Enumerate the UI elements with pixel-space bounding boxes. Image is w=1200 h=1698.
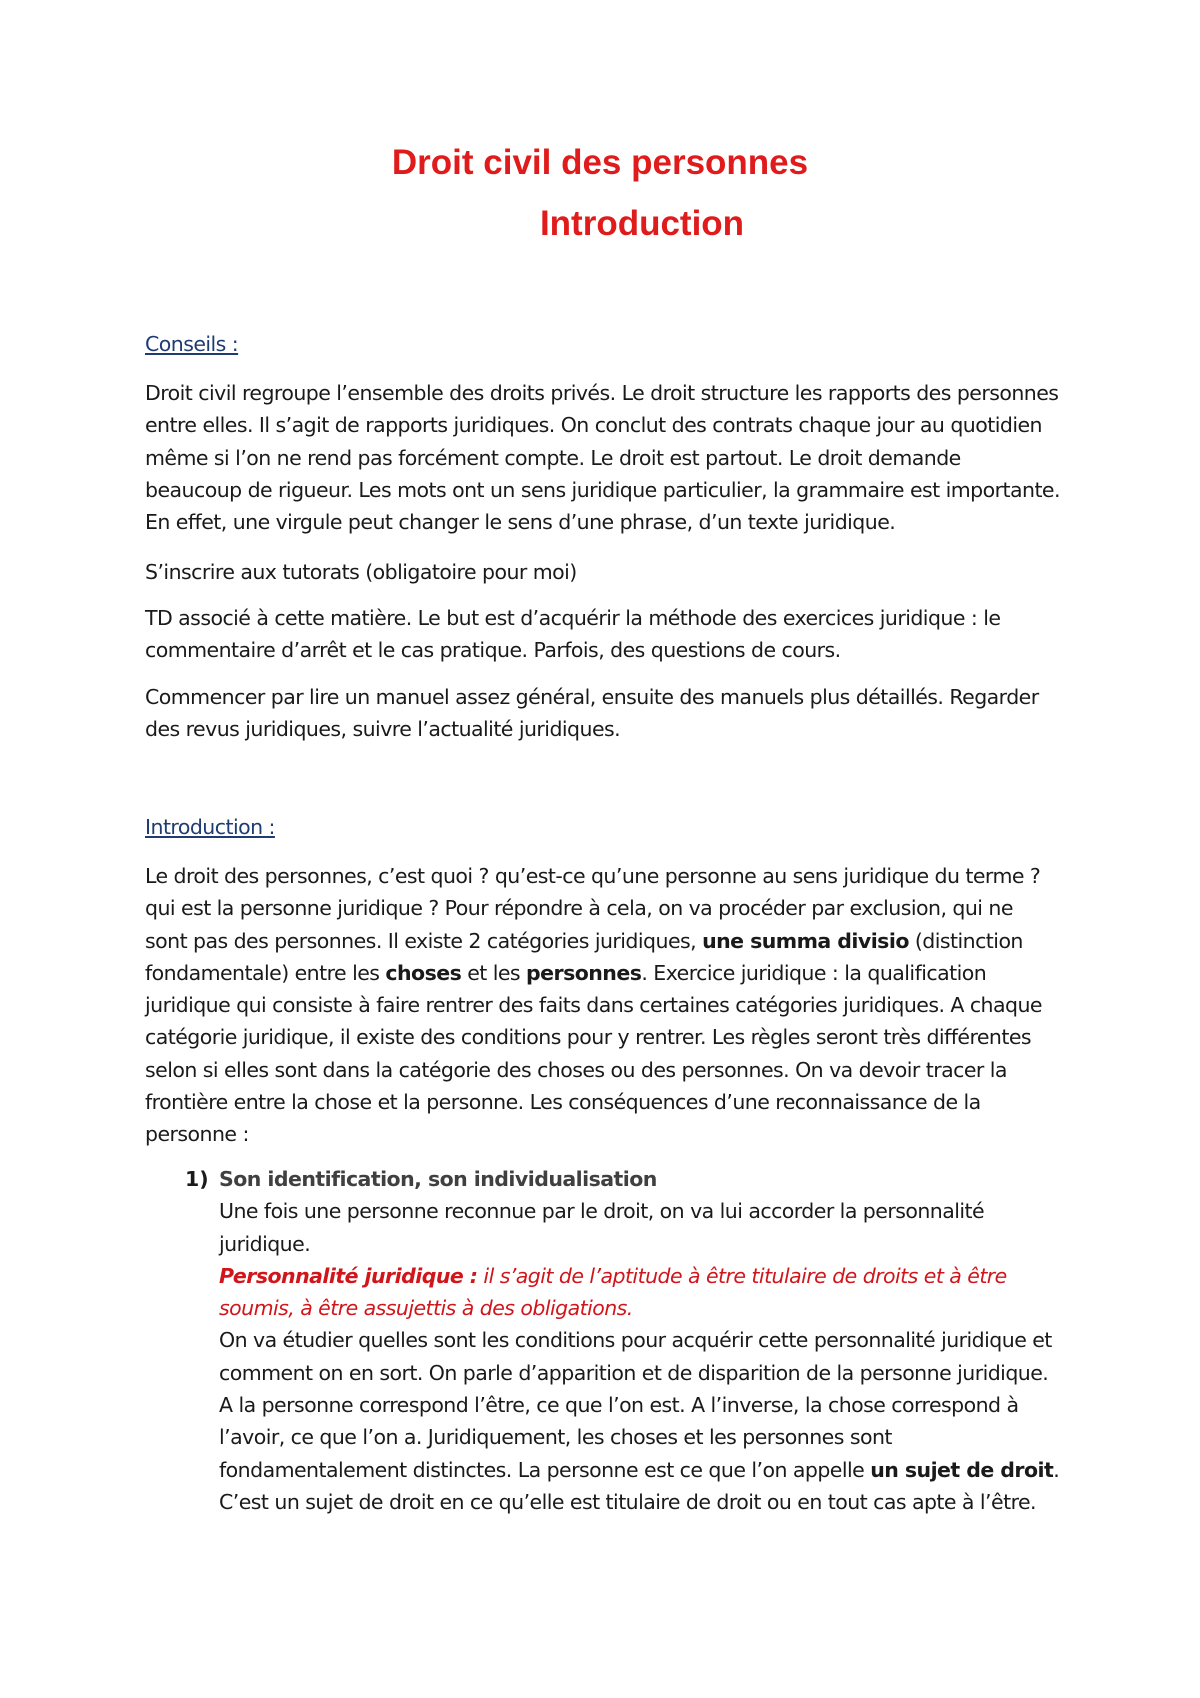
- paragraph: [145, 860, 1060, 1151]
- section-heading-introduction: Introduction :: [145, 815, 275, 839]
- definition: [219, 1260, 1069, 1325]
- document-title: Droit civil des personnes: [391, 143, 809, 182]
- definition-term: Personnalité juridique :: [219, 1263, 478, 1288]
- definition-text: il s’agit de l’aptitude à être titulaire de droits et à être soumis, à être assujettis à des obligations.: [219, 1263, 1007, 1321]
- document-subtitle: Introduction: [539, 204, 745, 243]
- text-run: (distinction fondamentale) entre les: [145, 928, 1023, 985]
- paragraph: Droit civil regroupe l’ensemble des droits privés. Le droit structure les rapports des personnes entre elles. Il s’agit de rapports juridiques. On conclut des contrats chaque jour au quotidien même si l’on ne rend pas forcément compte. Le droit est partout. Le droit demande beaucoup de rigueur. Les mots ont un sens juridique particulier, la grammaire est importante. En effet, une virgule peut changer le sens d’une phrase, d’un texte juridique.: [145, 381, 1060, 535]
- bold-term: une summa divisio: [702, 928, 909, 953]
- paragraph: S’inscrire aux tutorats (obligatoire pour moi): [145, 560, 577, 584]
- section-heading-conseils: Conseils :: [145, 332, 239, 356]
- paragraph: TD associé à cette matière. Le but est d’acquérir la méthode des exercices juridique : le commentaire d’arrêt et le cas pratique. Parfois, des questions de cours.: [145, 606, 1001, 663]
- list-paragraph: Une fois une personne reconnue par le droit, on va lui accorder la personnalité juridique.: [219, 1199, 985, 1256]
- list-number: 1): [185, 1167, 209, 1191]
- bold-term: un sujet de droit: [870, 1457, 1054, 1482]
- paragraph: Commencer par lire un manuel assez général, ensuite des manuels plus détaillés. Regarder des revus juridiques, suivre l’actualité juridiques.: [145, 685, 1039, 742]
- list-paragraph: [219, 1389, 1069, 1486]
- list-paragraph: C’est un sujet de droit en ce qu’elle est titulaire de droit ou en tout cas apte à l’être.: [219, 1489, 1037, 1514]
- text-run: Le droit des personnes, c’est quoi ? qu’est-ce qu’une personne au sens juridique du terme ? qui est la personne juridique ? Pour répondre à cela, on va procéder par exclusion, qui ne sont pas des personnes. Il existe 2 catégories juridiques,: [145, 864, 1041, 953]
- list-item: [219, 1163, 1069, 1518]
- text-run: .: [1053, 1457, 1060, 1482]
- list-paragraph: On va étudier quelles sont les conditions pour acquérir cette personnalité juridique et comment on en sort. On parle d’apparition et de disparition de la personne juridique.: [219, 1328, 1052, 1385]
- text-run: et les: [461, 960, 527, 985]
- bold-term: choses: [385, 960, 462, 985]
- text-run: A la personne correspond l’être, ce que l’on est. A l’inverse, la chose correspond à l’avoir, ce que l’on a. Juridiquement, les choses et les personnes sont fondamentalement distinctes. La personne est ce que l’on appelle: [219, 1393, 1019, 1482]
- list-item-title: Son identification, son individualisation: [219, 1167, 657, 1191]
- text-run: . Exercice juridique : la qualification juridique qui consiste à faire rentrer des faits dans certaines catégories juridiques. A chaque catégorie juridique, il existe des conditions pour y rentrer. Les règles seront très différentes selon si elles sont dans la catégorie des choses ou des personnes. On va devoir tracer la frontière entre la chose et la personne. Les conséquences d’une reconnaissance de la personne :: [145, 960, 1042, 1147]
- bold-term: personnes: [526, 960, 642, 985]
